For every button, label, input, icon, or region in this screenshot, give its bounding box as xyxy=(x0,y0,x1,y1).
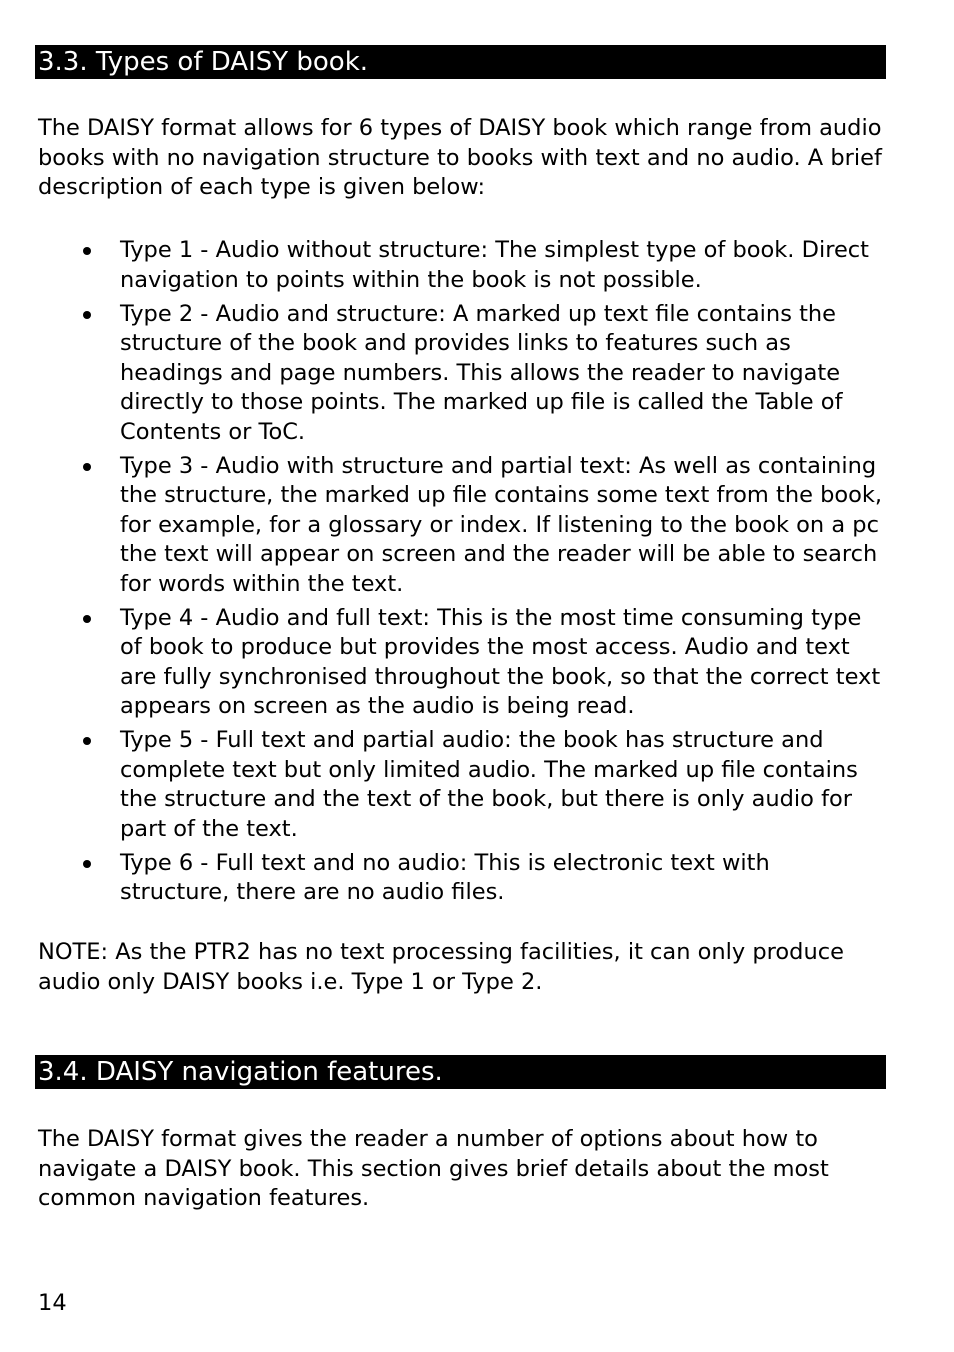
list-item xyxy=(0,849,885,908)
bullet-icon xyxy=(83,247,91,255)
daisy-types-list xyxy=(0,236,954,912)
section-heading-types-of-daisy-book: 3.3. Types of DAISY book. xyxy=(35,45,886,79)
list-item-text: Type 5 - Full text and partial audio: the book has structure and complete text but only limited audio. The marked up file contains the structure and the text of the book, but there is only audio for part of the text. xyxy=(120,727,858,842)
list-item xyxy=(0,726,885,844)
section-intro-paragraph: The DAISY format allows for 6 types of DAISY book which range from audio books with no navigation structure to books with text and no audio. A brief description of each type is given below: xyxy=(38,115,882,200)
bullet-icon xyxy=(83,737,91,745)
list-item-text: Type 2 - Audio and structure: A marked up text file contains the structure of the book and provides links to features such as headings and page numbers. This allows the reader to navigate directly to those points. The marked up file is called the Table of Contents or ToC. xyxy=(120,300,843,445)
bullet-icon xyxy=(83,615,91,623)
bullet-icon xyxy=(83,463,91,471)
list-item-text: Type 3 - Audio with structure and partial text: As well as containing the structure, the marked up file contains some text from the book, for example, for a glossary or index. If listening to the book on a pc the text will appear on screen and the reader will be able to search for words within the text. xyxy=(120,452,883,597)
bullet-icon xyxy=(83,311,91,319)
page-number: 14 xyxy=(38,1290,67,1316)
note-paragraph: NOTE: As the PTR2 has no text processing facilities, it can only produce audio only DAISY books i.e. Type 1 or Type 2. xyxy=(38,939,844,995)
list-item-text: Type 1 - Audio without structure: The simplest type of book. Direct navigation to points within the book is not possible. xyxy=(120,237,869,293)
list-item-text: Type 4 - Audio and full text: This is the most time consuming type of book to produce but provides the most access. Audio and text are fully synchronised throughout the book, so that the correct text appears on screen as the audio is being read. xyxy=(120,604,881,719)
list-item xyxy=(0,236,885,295)
list-item-text: Type 6 - Full text and no audio: This is electronic text with structure, there are no audio files. xyxy=(120,849,770,905)
navigation-intro-paragraph: The DAISY format gives the reader a number of options about how to navigate a DAISY book. This section gives brief details about the most common navigation features. xyxy=(38,1126,829,1211)
list-item xyxy=(0,300,885,448)
list-item xyxy=(0,452,885,600)
section-heading-daisy-navigation-features: 3.4. DAISY navigation features. xyxy=(35,1055,886,1089)
bullet-icon xyxy=(83,860,91,868)
list-item xyxy=(0,604,885,722)
